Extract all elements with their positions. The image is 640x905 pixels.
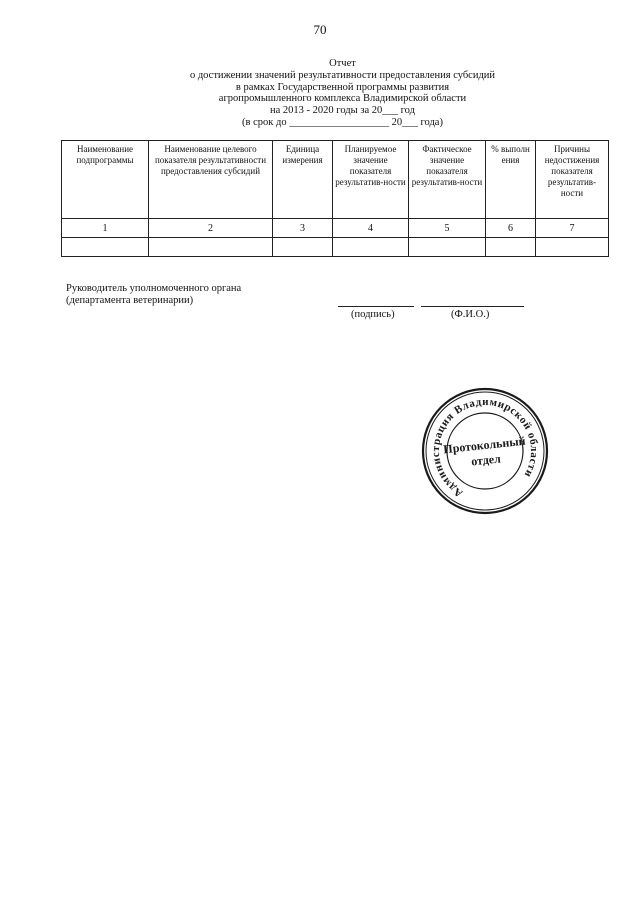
title-line: Отчет bbox=[329, 58, 356, 69]
signature-caption: (подпись) bbox=[351, 309, 395, 320]
title-line: на 2013 - 2020 годы за 20___ год bbox=[270, 105, 415, 117]
table-cell bbox=[62, 238, 149, 257]
table-cell bbox=[409, 238, 486, 257]
column-number: 6 bbox=[486, 219, 536, 238]
column-number: 2 bbox=[149, 219, 273, 238]
signer-department: (департамента ветеринарии) bbox=[66, 295, 194, 306]
column-number: 1 bbox=[62, 219, 149, 238]
column-number: 7 bbox=[536, 219, 609, 238]
signer-block bbox=[66, 283, 241, 307]
stamp-center-line1: Протокольный bbox=[442, 433, 527, 457]
title-line: агропромышленного комплекса Владимирской области bbox=[218, 93, 467, 105]
signer-role: Руководитель уполномоченного органа bbox=[66, 283, 242, 294]
table-cell bbox=[536, 238, 609, 257]
table-row bbox=[62, 238, 609, 257]
page-number: 70 bbox=[313, 22, 327, 37]
table-cell bbox=[486, 238, 536, 257]
column-header-planned: Планируемое значение показателя результатив-ности bbox=[333, 141, 409, 219]
column-header-indicator: Наименование целевого показателя результативности предоставления субсидий bbox=[149, 141, 273, 219]
column-number: 3 bbox=[273, 219, 333, 238]
title-line: в рамках Государственной программы развития bbox=[235, 81, 450, 93]
table-cell bbox=[333, 238, 409, 257]
table-header-row bbox=[62, 141, 609, 219]
official-stamp bbox=[419, 385, 551, 517]
column-header-subprogram: Наименование подпрограммы bbox=[62, 141, 149, 219]
title-line: (в срок до ___________________ 20___ года) bbox=[242, 116, 443, 128]
stamp-center-line2: отдел bbox=[470, 451, 502, 469]
stamp-ring-text: Администрация Владимирской области bbox=[429, 395, 541, 500]
table-cell bbox=[273, 238, 333, 257]
report-title bbox=[0, 58, 640, 129]
title-line: о достижении значений результативности предоставления субсидий bbox=[189, 69, 496, 81]
column-number: 4 bbox=[333, 219, 409, 238]
name-line bbox=[421, 306, 524, 307]
column-number-row bbox=[62, 219, 609, 238]
report-table bbox=[61, 140, 609, 257]
name-caption: (Ф.И.О.) bbox=[451, 309, 490, 320]
column-header-percent: % выполн ения bbox=[486, 141, 536, 219]
column-header-unit: Единица измерения bbox=[273, 141, 333, 219]
signature-line bbox=[338, 306, 414, 307]
column-number: 5 bbox=[409, 219, 486, 238]
column-header-reasons: Причины недостижения показателя результатив-ности bbox=[536, 141, 609, 219]
table-cell bbox=[149, 238, 273, 257]
column-header-actual: Фактическое значение показателя результатив-ности bbox=[409, 141, 486, 219]
